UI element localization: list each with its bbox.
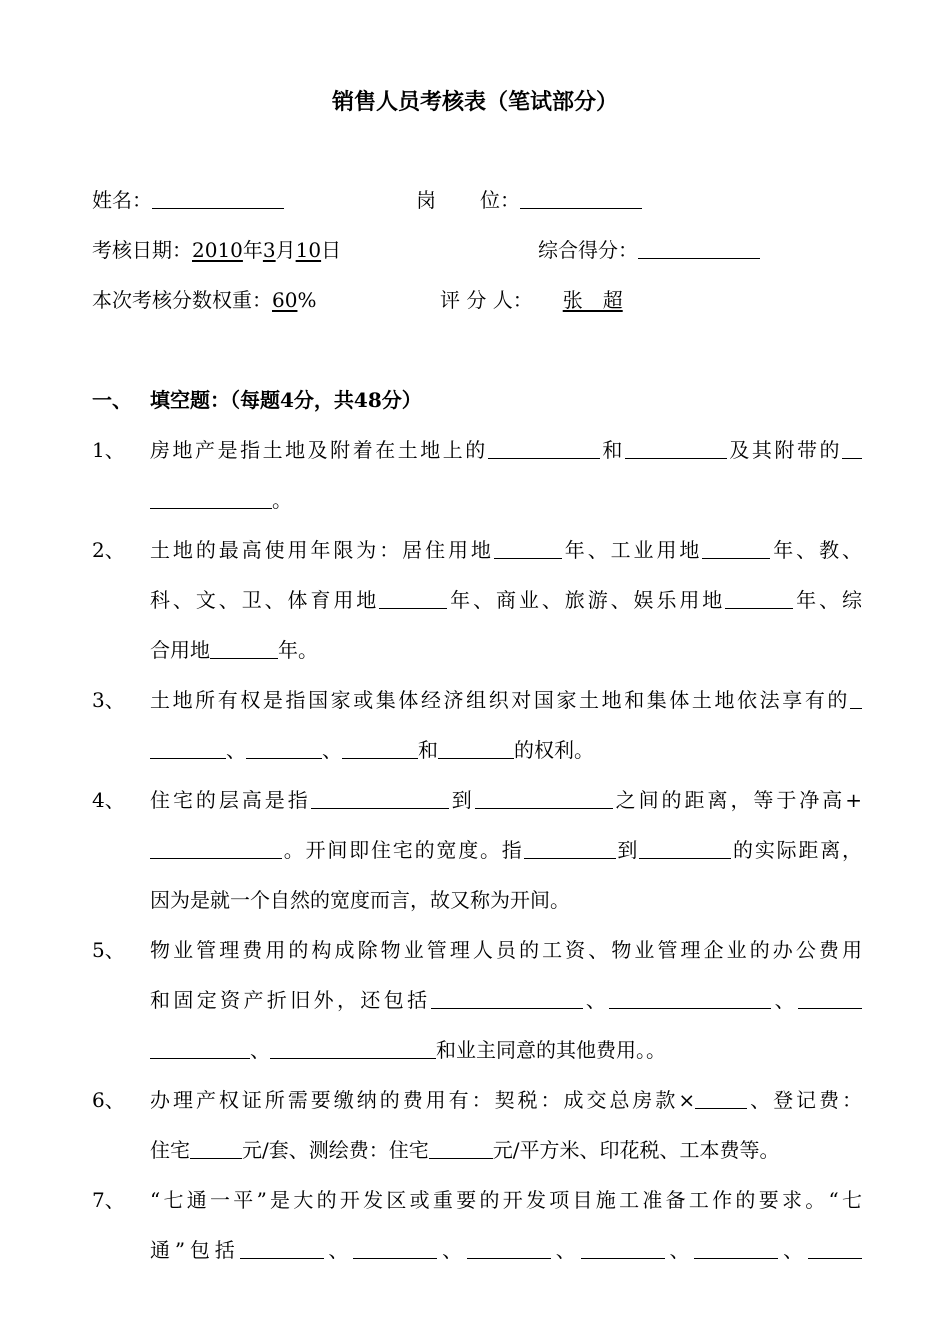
answer-blank[interactable]	[725, 588, 793, 609]
question-number: 5、	[92, 938, 125, 962]
answer-blank[interactable]	[625, 438, 727, 459]
answer-blank[interactable]	[353, 1238, 437, 1259]
question-2-line-2: 科、文、卫、体育用地 年、商业、旅游、娱乐用地 年、综	[150, 588, 863, 612]
answer-blank[interactable]	[808, 1238, 862, 1259]
grader-name: 张 超	[562, 288, 623, 312]
question-number: 3、	[92, 688, 125, 712]
section-title: 填空题：（每题4分，共48分）	[150, 388, 422, 412]
question-number: 4、	[92, 788, 125, 812]
answer-blank[interactable]	[524, 838, 616, 859]
answer-blank[interactable]	[694, 1238, 778, 1259]
answer-blank[interactable]	[240, 1238, 324, 1259]
answer-blank[interactable]	[842, 438, 862, 459]
question-5-line-2: 和固定资产折旧外，还包括 、 、	[150, 988, 862, 1012]
question-2-line-1: 土地的最高使用年限为：居住用地 年、工业用地 年、教、	[150, 538, 863, 562]
answer-blank[interactable]	[438, 738, 514, 759]
grader-label: 评 分 人：	[440, 288, 533, 312]
name-blank[interactable]	[152, 188, 284, 209]
question-number: 1、	[92, 438, 125, 462]
question-6-line-2: 住宅 元/套、测绘费：住宅 元/平方米、印花税、工本费等。	[150, 1138, 780, 1162]
answer-blank[interactable]	[270, 1038, 436, 1059]
question-5-line-1: 物业管理费用的构成除物业管理人员的工资、物业管理企业的办公费用	[150, 938, 862, 962]
question-4-line-3: 因为是就一个自然的宽度而言，故又称为开间。	[150, 888, 570, 912]
answer-blank[interactable]	[798, 988, 862, 1009]
question-6-line-1: 办理产权证所需要缴纳的费用有：契税：成交总房款× 、登记费：	[150, 1088, 863, 1112]
answer-blank[interactable]	[311, 788, 449, 809]
weight-label: 本次考核分数权重：	[92, 288, 272, 312]
position-label-2: 位：	[480, 188, 520, 212]
score-blank[interactable]	[638, 238, 760, 259]
answer-blank[interactable]	[210, 638, 278, 659]
position-field	[416, 188, 642, 212]
question-number: 7、	[92, 1188, 125, 1212]
total-score-field	[538, 238, 760, 262]
question-7-line-1: “七通一平”是大的开发区或重要的开发项目施工准备工作的要求。“七	[150, 1188, 862, 1212]
question-5-line-3: 、 和业主同意的其他费用。。	[150, 1038, 862, 1062]
question-2-line-3: 合用地 年。	[150, 638, 318, 662]
date-label: 考核日期：	[92, 238, 192, 262]
answer-blank[interactable]	[695, 1088, 747, 1109]
question-number: 6、	[92, 1088, 125, 1112]
answer-blank[interactable]	[702, 538, 770, 559]
weight-unit: %	[297, 288, 317, 312]
question-number: 2、	[92, 538, 125, 562]
answer-blank[interactable]	[475, 788, 613, 809]
answer-blank[interactable]	[467, 1238, 551, 1259]
answer-blank[interactable]	[246, 738, 322, 759]
date-year-unit: 年	[242, 238, 263, 262]
answer-blank[interactable]	[431, 988, 583, 1009]
name-label: 姓名：	[92, 188, 152, 212]
answer-blank[interactable]	[639, 838, 731, 859]
answer-blank[interactable]	[190, 1138, 242, 1159]
date-month: 3	[262, 238, 276, 262]
answer-blank[interactable]	[150, 488, 272, 509]
answer-blank[interactable]	[150, 738, 226, 759]
weight-value: 60	[272, 288, 298, 312]
answer-blank[interactable]	[581, 1238, 665, 1259]
date-day: 10	[295, 238, 322, 262]
name-field	[92, 188, 284, 212]
exam-date	[92, 238, 341, 262]
position-blank[interactable]	[520, 188, 642, 209]
date-year: 2010	[192, 238, 243, 262]
answer-blank[interactable]	[150, 1038, 250, 1059]
section-number: 一、	[92, 388, 132, 412]
grader-field	[440, 288, 623, 312]
answer-blank[interactable]	[494, 538, 562, 559]
answer-blank[interactable]	[342, 738, 418, 759]
position-label-1: 岗	[416, 188, 436, 212]
date-day-unit: 日	[321, 238, 342, 262]
question-3-line-2: 、 、 和 的权利。	[150, 738, 862, 762]
page-title: 销售人员考核表（笔试部分）	[331, 89, 618, 115]
answer-blank[interactable]	[609, 988, 771, 1009]
answer-blank[interactable]	[850, 688, 862, 709]
question-4-line-2: 。开间即住宅的宽度。指 到 的实际距离，	[150, 838, 862, 862]
date-month-unit: 月	[275, 238, 296, 262]
answer-blank[interactable]	[379, 588, 447, 609]
answer-blank[interactable]	[429, 1138, 493, 1159]
answer-blank[interactable]	[150, 838, 282, 859]
score-label: 综合得分：	[538, 238, 638, 262]
question-4-line-1: 住宅的层高是指 到 之间的距离，等于净高+	[150, 788, 863, 812]
score-weight	[92, 288, 316, 312]
question-7-line-2: 通”包括 、 、 、 、 、	[150, 1238, 862, 1262]
answer-blank[interactable]	[488, 438, 600, 459]
question-3-line-1: 土地所有权是指国家或集体经济组织对国家土地和集体土地依法享有的	[150, 688, 862, 712]
question-1-line-1: 房地产是指土地及附着在土地上的 和 及其附带的	[150, 438, 862, 462]
question-1-line-2: 。	[150, 488, 862, 512]
